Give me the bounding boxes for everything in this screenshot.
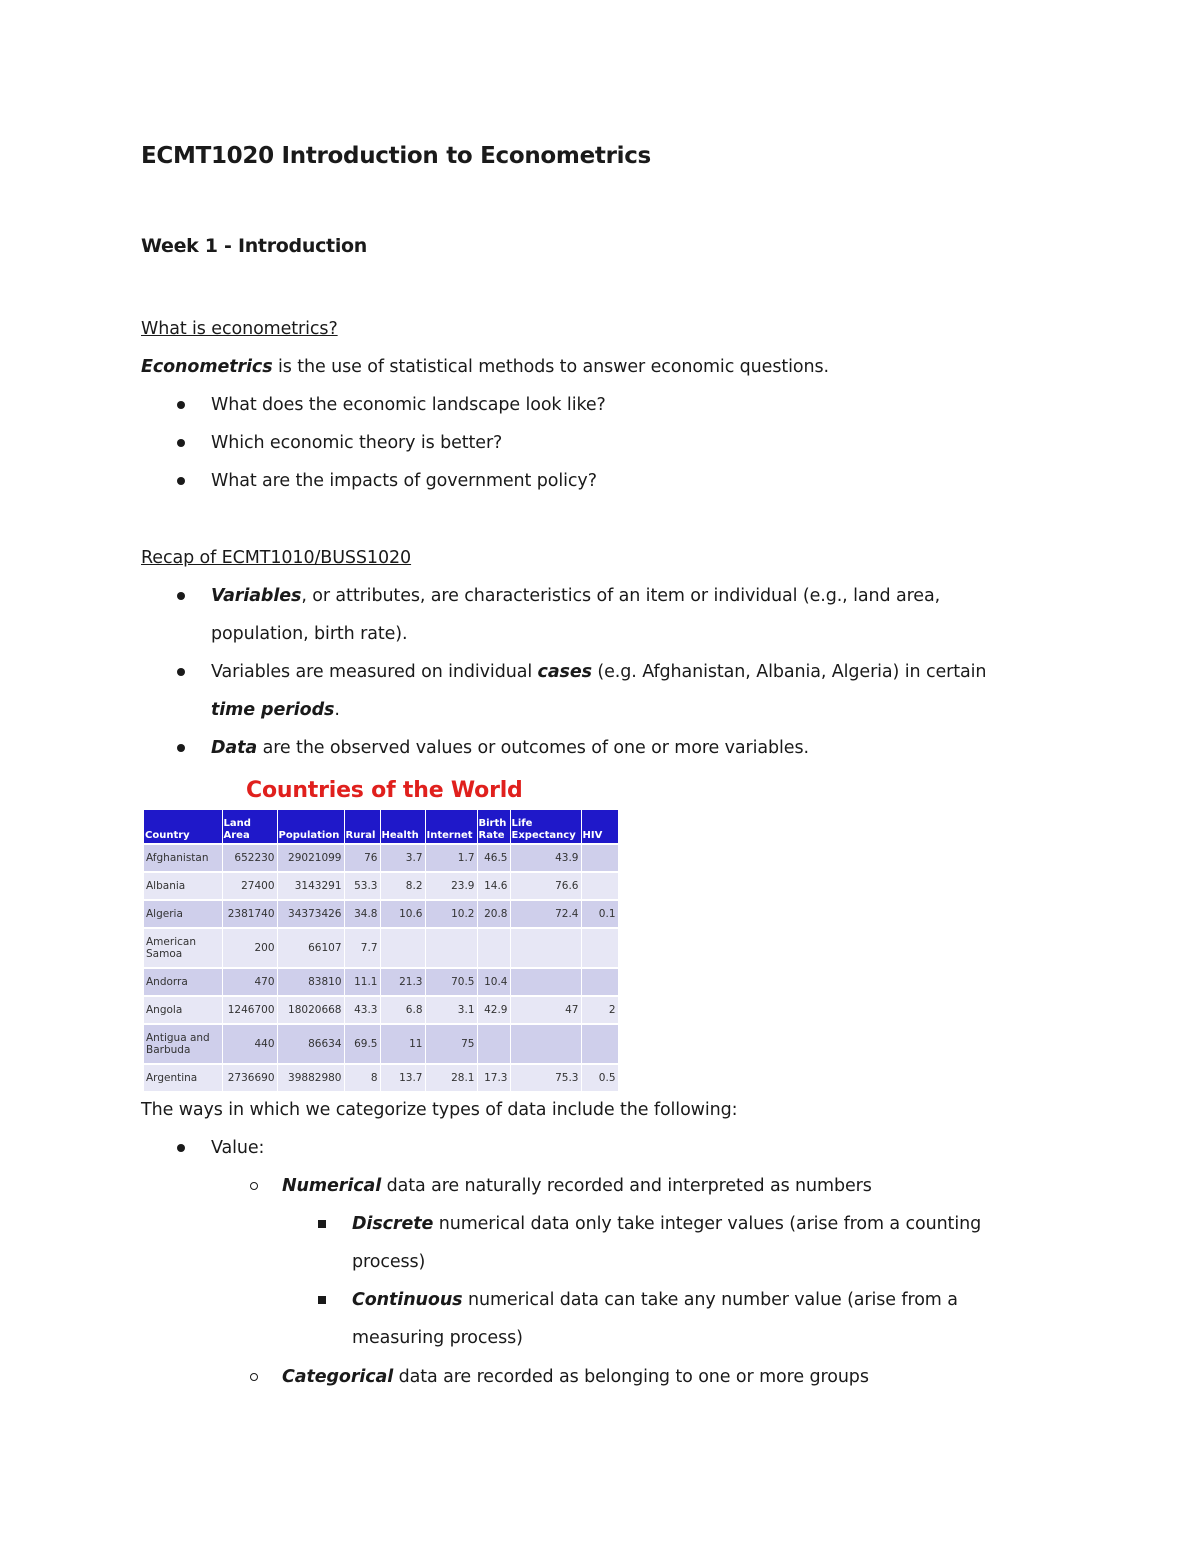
document-title: ECMT1020 Introduction to Econometrics [141,143,651,169]
table-cell: 86634 [277,1024,344,1064]
bullet-icon [177,744,185,752]
bullet-icon [177,592,185,600]
table-cell: 72.4 [510,900,581,928]
term-categorical: Categorical [282,1367,394,1387]
list-item-continuous [352,1288,958,1312]
table-cell: 2381740 [222,900,277,928]
table-cell: 23.9 [425,872,477,900]
table-cell: 2736690 [222,1064,277,1091]
list-item-numerical [282,1174,872,1198]
table-body [144,844,618,1091]
table-cell: 76.6 [510,872,581,900]
list-item [211,736,809,760]
table-cell [581,872,618,900]
table-cell: 20.8 [477,900,510,928]
square-bullet-icon [318,1296,326,1304]
table-cell: 13.7 [380,1064,425,1091]
table-cell: 34.8 [344,900,380,928]
list-item-text: numerical data only take integer values (arise from a counting [433,1214,982,1234]
list-item-value: Value: [211,1138,265,1158]
week-heading: Week 1 - Introduction [141,235,368,257]
table-cell: 18020668 [277,996,344,1024]
term-continuous: Continuous [352,1290,463,1310]
table-cell: 1.7 [425,844,477,872]
table-header-cell: Internet [425,810,477,844]
hollow-bullet-icon [250,1182,258,1190]
countries-table-figure [144,774,620,1084]
table-cell: 75 [425,1024,477,1064]
list-item: What does the economic landscape look like? [211,395,606,415]
table-cell: 3.1 [425,996,477,1024]
table-cell: 42.9 [477,996,510,1024]
country-name-cell: Antigua and Barbuda [144,1024,222,1064]
table-cell: 29021099 [277,844,344,872]
table-row [144,968,618,996]
bullet-icon [177,477,185,485]
list-item [211,584,940,608]
table-cell [477,1024,510,1064]
table-header-cell: HIV [581,810,618,844]
econometrics-definition [141,355,829,379]
table-cell: 652230 [222,844,277,872]
table-cell: 6.8 [380,996,425,1024]
country-name-cell: American Samoa [144,928,222,968]
table-cell: 10.2 [425,900,477,928]
term-variables: Variables [211,586,302,606]
list-item-text: , or attributes, are characteristics of an item or individual (e.g., land area, [301,586,941,606]
table-cell: 7.7 [344,928,380,968]
table-cell: 66107 [277,928,344,968]
country-name-cell: Afghanistan [144,844,222,872]
table-cell: 470 [222,968,277,996]
country-name-cell: Angola [144,996,222,1024]
table-cell: 10.6 [380,900,425,928]
bullet-icon [177,1144,185,1152]
section-heading-econometrics: What is econometrics? [141,319,338,339]
table-cell: 3.7 [380,844,425,872]
list-item-continuation: process) [352,1252,426,1272]
country-name-cell: Argentina [144,1064,222,1091]
table-cell [425,928,477,968]
table-cell: 8 [344,1064,380,1091]
term-discrete: Discrete [352,1214,434,1234]
table-cell: 0.1 [581,900,618,928]
table-cell: 75.3 [510,1064,581,1091]
table-header-cell: Population [277,810,344,844]
list-item-text: data are recorded as belonging to one or more groups [393,1367,869,1387]
term-time-periods: time periods [211,700,335,720]
country-name-cell: Algeria [144,900,222,928]
table-cell [581,928,618,968]
table-cell: 47 [510,996,581,1024]
list-item [211,660,986,684]
table-cell: 11.1 [344,968,380,996]
term-cases: cases [537,662,592,682]
data-types-intro: The ways in which we categorize types of data include the following: [141,1100,738,1120]
countries-table [144,810,619,1091]
term-data: Data [211,738,258,758]
list-item-text: . [334,700,340,720]
table-cell: 440 [222,1024,277,1064]
table-header-cell: Land Area [222,810,277,844]
list-item: Which economic theory is better? [211,433,503,453]
list-item-text: Variables are measured on individual [211,662,538,682]
table-cell: 2 [581,996,618,1024]
table-cell: 39882980 [277,1064,344,1091]
table-header-cell: Country [144,810,222,844]
list-item-continuation: population, birth rate). [211,624,408,644]
table-cell [477,928,510,968]
table-cell [510,968,581,996]
table-header-row [144,810,618,844]
list-item-discrete [352,1212,981,1236]
section-heading-recap: Recap of ECMT1010/BUSS1020 [141,548,412,568]
table-row [144,872,618,900]
hollow-bullet-icon [250,1373,258,1381]
table-cell: 200 [222,928,277,968]
figure-title: Countries of the World [246,778,523,803]
table-header-cell: Rural [344,810,380,844]
table-row [144,996,618,1024]
table-header-cell: Life Expectancy [510,810,581,844]
list-item-text: are the observed values or outcomes of one or more variables. [257,738,809,758]
table-cell: 76 [344,844,380,872]
table-cell: 0.5 [581,1064,618,1091]
term-econometrics: Econometrics [141,357,273,377]
table-cell [510,928,581,968]
table-cell: 53.3 [344,872,380,900]
table-cell: 43.3 [344,996,380,1024]
table-cell: 1246700 [222,996,277,1024]
bullet-icon [177,401,185,409]
table-cell [581,1024,618,1064]
list-item: What are the impacts of government policy? [211,471,597,491]
term-numerical: Numerical [282,1176,382,1196]
table-row [144,1064,618,1091]
table-header-cell: Birth Rate [477,810,510,844]
table-cell: 14.6 [477,872,510,900]
table-cell: 17.3 [477,1064,510,1091]
list-item-text: data are naturally recorded and interpreted as numbers [381,1176,872,1196]
table-cell: 43.9 [510,844,581,872]
table-cell: 27400 [222,872,277,900]
list-item-text: (e.g. Afghanistan, Albania, Algeria) in certain [591,662,987,682]
table-row [144,900,618,928]
table-cell: 28.1 [425,1064,477,1091]
table-cell: 21.3 [380,968,425,996]
square-bullet-icon [318,1220,326,1228]
table-cell: 69.5 [344,1024,380,1064]
table-cell: 3143291 [277,872,344,900]
list-item-continuation [211,698,340,722]
table-row [144,928,618,968]
list-item-categorical [282,1365,869,1389]
table-row [144,1024,618,1064]
list-item-text: numerical data can take any number value (arise from a [462,1290,958,1310]
table-cell: 83810 [277,968,344,996]
table-cell [510,1024,581,1064]
list-item-continuation: measuring process) [352,1328,523,1348]
country-name-cell: Albania [144,872,222,900]
table-cell: 10.4 [477,968,510,996]
table-cell [380,928,425,968]
bullet-icon [177,668,185,676]
table-cell: 34373426 [277,900,344,928]
bullet-icon [177,439,185,447]
table-row [144,844,618,872]
table-cell [581,968,618,996]
country-name-cell: Andorra [144,968,222,996]
table-cell: 46.5 [477,844,510,872]
definition-text: is the use of statistical methods to answer economic questions. [272,357,829,377]
table-cell [581,844,618,872]
table-header-cell: Health [380,810,425,844]
table-cell: 70.5 [425,968,477,996]
table-cell: 8.2 [380,872,425,900]
table-cell: 11 [380,1024,425,1064]
